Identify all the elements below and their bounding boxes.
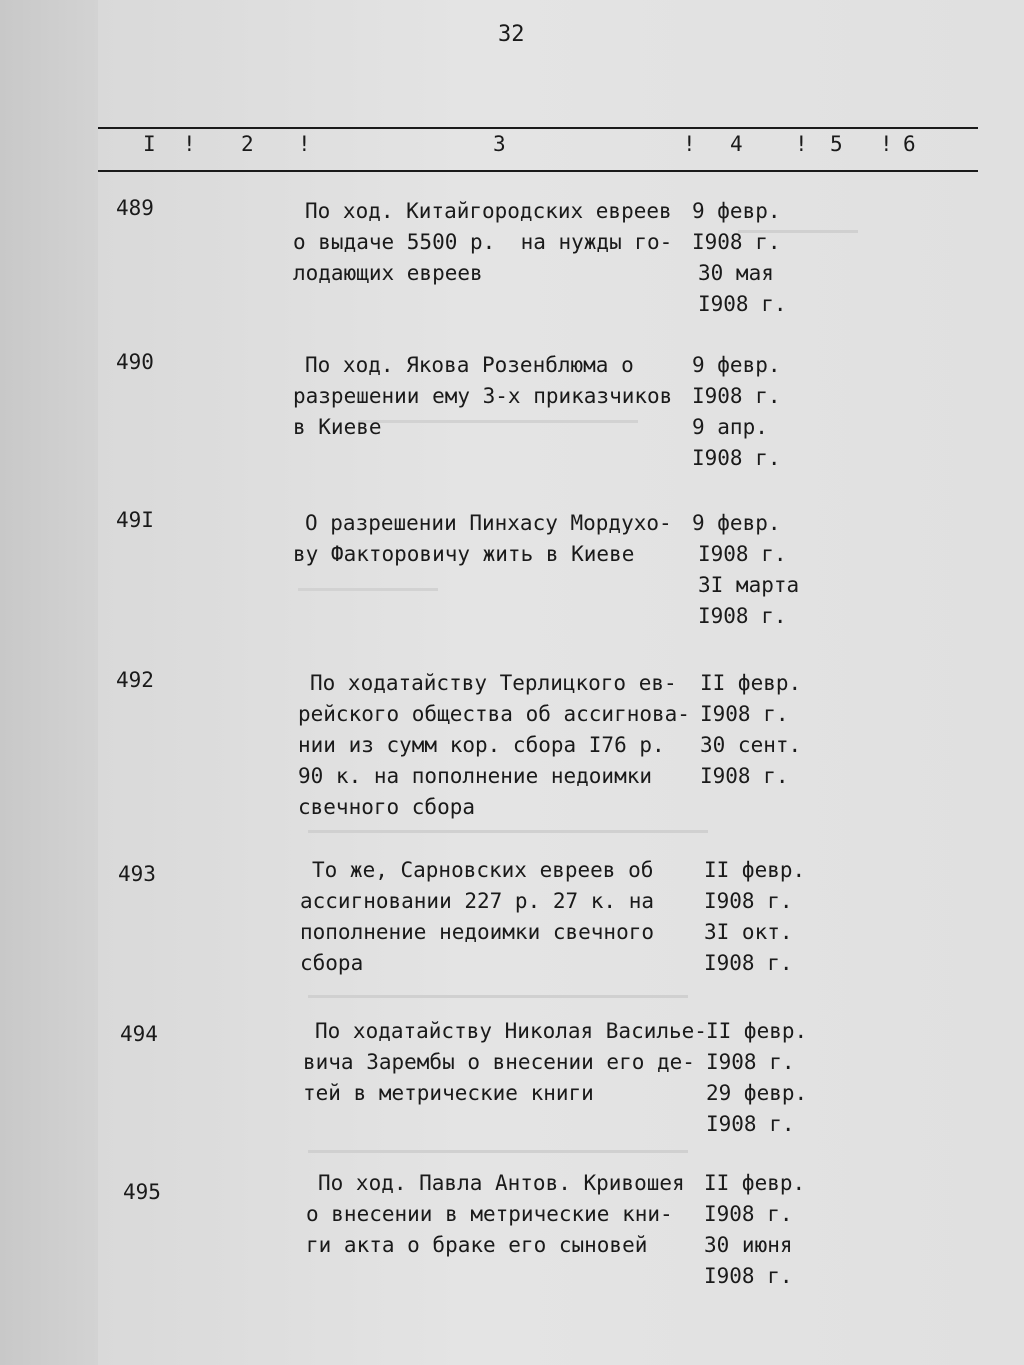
entry-dates	[704, 855, 844, 979]
header-col-3: 3	[493, 132, 506, 156]
header-col-2: 2	[241, 132, 254, 156]
description-line: ассигновании 227 р. 27 к. на	[300, 889, 655, 913]
page-number: 32	[498, 22, 525, 47]
document-page	[98, 0, 1024, 1365]
entry-number: 49I	[116, 508, 154, 532]
description-line: лодающих евреев	[293, 261, 483, 285]
entry-dates	[706, 1016, 846, 1140]
entry-dates	[692, 350, 832, 474]
entry-description	[306, 1168, 706, 1261]
description-line: пополнение недоимки свечного	[300, 920, 655, 944]
header-col-6: 6	[903, 132, 916, 156]
date-end-day: 29 февр.	[706, 1081, 808, 1105]
header-col-4: 4	[730, 132, 743, 156]
header-separator: !	[880, 132, 893, 156]
date-end-year: I908 г.	[698, 292, 787, 316]
description-line: рейского общества об ассигнова-	[298, 702, 690, 726]
description-line: ги акта о браке его сыновей	[306, 1233, 648, 1257]
entry-description	[300, 855, 700, 979]
description-line: разрешении ему 3-х приказчиков	[293, 384, 673, 408]
description-line: вича Зарембы о внесении его де-	[303, 1050, 695, 1074]
entry-description	[293, 508, 693, 570]
description-line: сбора	[300, 951, 364, 975]
header-separator: !	[795, 132, 808, 156]
description-line: По ходатайству Николая Василье-	[315, 1019, 707, 1043]
date-start-day: 9 февр.	[692, 199, 781, 223]
description-line: в Киеве	[293, 415, 382, 439]
date-start-year: I908 г.	[704, 1202, 793, 1226]
bleed-through-mark	[308, 995, 688, 998]
table-header-top-rule	[98, 127, 978, 129]
description-line: По ход. Павла Антов. Кривошея	[318, 1171, 685, 1195]
entry-dates	[692, 508, 832, 632]
date-start-year: I908 г.	[698, 542, 787, 566]
date-end-year: I908 г.	[698, 604, 787, 628]
date-start-day: 9 февр.	[692, 511, 781, 535]
entry-number: 495	[123, 1180, 161, 1204]
entry-description	[298, 668, 698, 823]
date-start-year: I908 г.	[704, 889, 793, 913]
description-line: тей в метрические книги	[303, 1081, 594, 1105]
date-end-year: I908 г.	[700, 764, 789, 788]
bleed-through-mark	[308, 1150, 688, 1153]
date-start-day: II февр.	[706, 1019, 808, 1043]
entry-number: 494	[120, 1022, 158, 1046]
entry-number: 493	[118, 862, 156, 886]
entry-number: 490	[116, 350, 154, 374]
date-start-day: 9 февр.	[692, 353, 781, 377]
header-separator: !	[683, 132, 696, 156]
description-line: о внесении в метрические кни-	[306, 1202, 673, 1226]
header-separator: !	[298, 132, 311, 156]
entry-number: 489	[116, 196, 154, 220]
description-line: По ход. Китайгородских евреев	[305, 199, 672, 223]
description-line: свечного сбора	[298, 795, 476, 819]
date-start-day: II февр.	[704, 858, 806, 882]
entry-dates	[700, 668, 840, 792]
date-end-day: 3I марта	[698, 573, 800, 597]
description-line: 90 к. на пополнение недоимки	[298, 764, 653, 788]
header-separator: !	[183, 132, 196, 156]
bleed-through-mark	[298, 588, 438, 591]
bleed-through-mark	[308, 830, 708, 833]
header-col-1: I	[143, 132, 156, 156]
date-start-day: II февр.	[700, 671, 802, 695]
date-end-year: I908 г.	[706, 1112, 795, 1136]
date-start-year: I908 г.	[700, 702, 789, 726]
date-end-day: 9 апр.	[692, 415, 768, 439]
entry-description	[293, 196, 693, 289]
description-line: нии из сумм кор. сбора I76 р.	[298, 733, 665, 757]
date-start-year: I908 г.	[692, 230, 781, 254]
date-end-day: 3I окт.	[704, 920, 793, 944]
header-col-5: 5	[830, 132, 843, 156]
date-end-day: 30 мая	[698, 261, 774, 285]
entry-number: 492	[116, 668, 154, 692]
date-start-year: I908 г.	[706, 1050, 795, 1074]
description-line: То же, Сарновских евреев об	[312, 858, 654, 882]
date-start-day: II февр.	[704, 1171, 806, 1195]
date-end-day: 30 июня	[704, 1233, 793, 1257]
description-line: По ход. Якова Розенблюма о	[305, 353, 634, 377]
page-left-margin	[0, 0, 98, 1365]
description-line: О разрешении Пинхасу Мордухо-	[305, 511, 672, 535]
entry-dates	[704, 1168, 844, 1292]
description-line: По ходатайству Терлицкого ев-	[310, 671, 677, 695]
date-end-day: 30 сент.	[700, 733, 802, 757]
date-end-year: I908 г.	[704, 951, 793, 975]
date-end-year: I908 г.	[692, 446, 781, 470]
entry-dates	[692, 196, 832, 320]
date-end-year: I908 г.	[704, 1264, 793, 1288]
entry-description	[303, 1016, 707, 1109]
date-start-year: I908 г.	[692, 384, 781, 408]
description-line: о выдаче 5500 р. на нужды го-	[293, 230, 673, 254]
table-header-bottom-rule	[98, 170, 978, 172]
entry-description	[293, 350, 693, 443]
description-line: ву Факторовичу жить в Киеве	[293, 542, 635, 566]
